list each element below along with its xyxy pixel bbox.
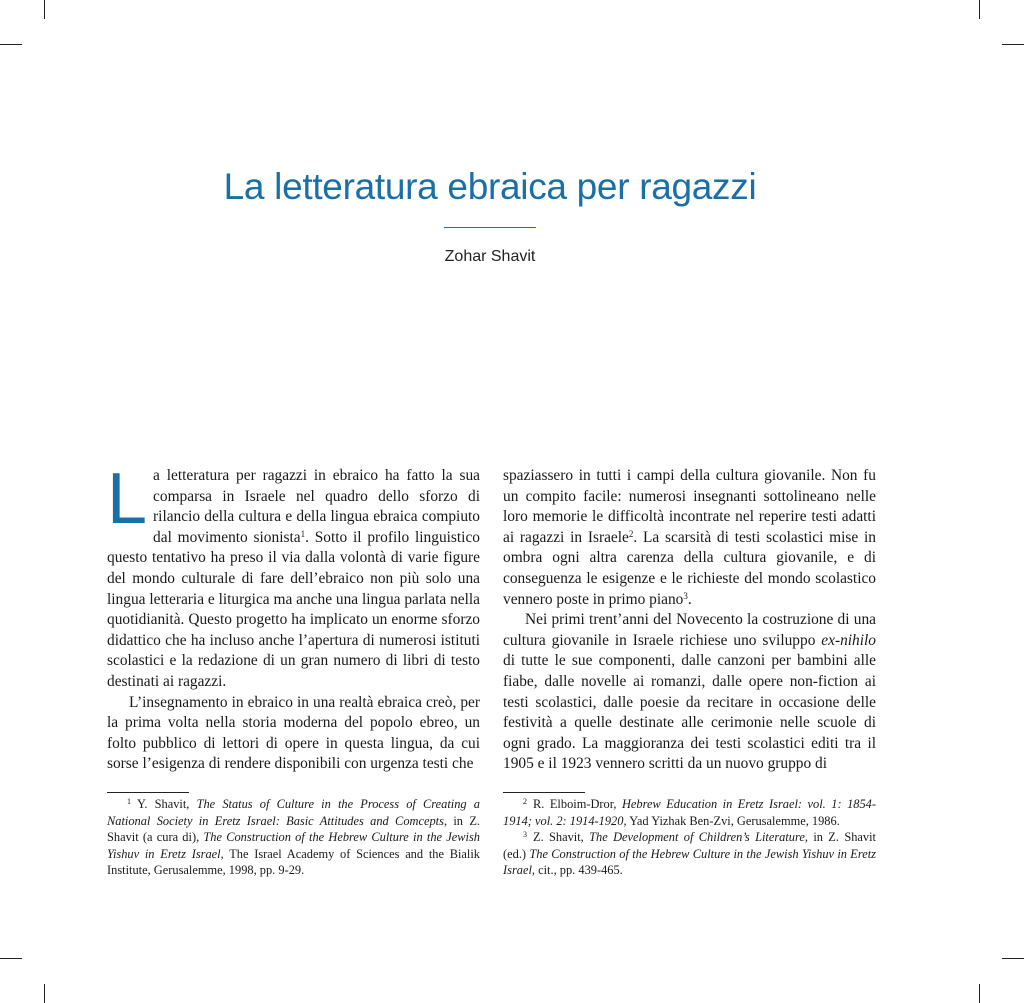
crop-mark-right-top xyxy=(1002,44,1024,45)
crop-mark-left-top xyxy=(0,44,22,45)
footnote-rule xyxy=(503,792,585,793)
paragraph: spaziassero in tutti i campi della cultura giovanile. Non fu un compito facile: numerosi insegnanti sottolineano nelle loro memorie le difficoltà incontrate nel reperire testi adatti ai ragazzi in Israele$^2$. La scarsità di testi scolastici mise in ombra ogni altra carenza della cultura giovanile, e di conseguenza le esigenze e le richieste del mondo scolastico vennero poste in primo piano$^3$. xyxy=(503,467,876,608)
footnote-number: 2 xyxy=(523,797,527,806)
paragraph: L’insegnamento in ebraico in una realtà ebraica creò, per la prima volta nella storia moderna del popolo ebreo, un folto pubblico di lettori di opere in questa lingua, da cui sorse l’esigenza di rendere disponibili con urgenza testi che xyxy=(107,693,480,773)
footnotes-right xyxy=(503,796,876,879)
body-column-right xyxy=(503,466,876,775)
footnote-rule xyxy=(107,792,189,793)
crop-mark-top-right xyxy=(979,0,980,19)
drop-cap: L xyxy=(107,459,148,539)
footnote: $^2$ R. Elboim-Dror, Hebrew Education in Eretz Israel: vol. 1: 1854-1914; vol. 2: 1914-1920, Yad Yizhak Ben-Zvi, Gerusalemme, 1986. xyxy=(503,797,876,828)
crop-mark-left-bottom xyxy=(0,958,22,959)
footnotes-left xyxy=(107,796,480,879)
article-title: La letteratura ebraica per ragazzi xyxy=(223,166,757,207)
footnote-ref[interactable]: 1 xyxy=(300,528,306,539)
crop-mark-bottom-left xyxy=(44,984,45,1003)
footnote-number: 3 xyxy=(523,830,527,839)
footnote-ref[interactable]: 2 xyxy=(628,528,634,539)
footnote: $^3$ Z. Shavit, The Development of Children’s Literature, in Z. Shavit (ed.) The Construction of the Hebrew Culture in the Jewish Yishuv in Eretz Israel, cit., pp. 439-465. xyxy=(503,830,876,877)
title-rule xyxy=(444,227,536,228)
paragraph: La letteratura per ragazzi in ebraico ha fatto la sua comparsa in Israele nel quadro dello sforzo di rilancio della cultura e della lingua ebraica compiuto dal movimento sionista$^1$. Sotto il profilo linguistico questo tentativo ha preso il via dalla volontà di varie figure del mondo culturale di fare dell’ebraico non più solo una lingua letteraria e liturgica ma anche una lingua parlata nella quotidianità. Questo progetto ha implicato un enorme sforzo didattico che ha incluso anche l’apertura di numerosi istituti scolastici e la redazione di un gran numero di libri di testo destinati ai ragazzi. xyxy=(107,459,480,690)
body-column-left xyxy=(107,459,480,775)
crop-mark-bottom-right xyxy=(979,984,980,1003)
article-author: Zohar Shavit xyxy=(444,248,536,265)
crop-mark-right-bottom xyxy=(1002,958,1024,959)
paragraph: Nei primi trent’anni del Novecento la costruzione di una cultura giovanile in Israele richiese uno sviluppo ex-nihilo di tutte le sue componenti, dalle canzoni per bambini alle fiabe, dalle novelle ai romanzi, dalle opere non-fiction ai testi scolastici, dalle poesie da recitare in occasione delle festività a quelle destinate alle cerimonie nelle scuole di ogni grado. La maggioranza dei testi scolastici editi tra il 1905 e il 1923 vennero scritti da un nuovo gruppo di xyxy=(503,611,876,773)
footnote-ref[interactable]: 3 xyxy=(683,590,688,601)
footnote-number: 1 xyxy=(127,797,131,806)
footnote: $^1$ Y. Shavit, The Status of Culture in the Process of Creating a National Society in Eretz Israel: Basic Attitudes and Comcepts, in Z. Shavit (a cura di), The Construction of the Hebrew Culture in the Jewish Yishuv in Eretz Israel, The Israel Academy of Sciences and the Bialik Institute, Gerusalemme, 1998, pp. 9-29. xyxy=(107,797,480,877)
crop-mark-top-left xyxy=(44,0,45,19)
